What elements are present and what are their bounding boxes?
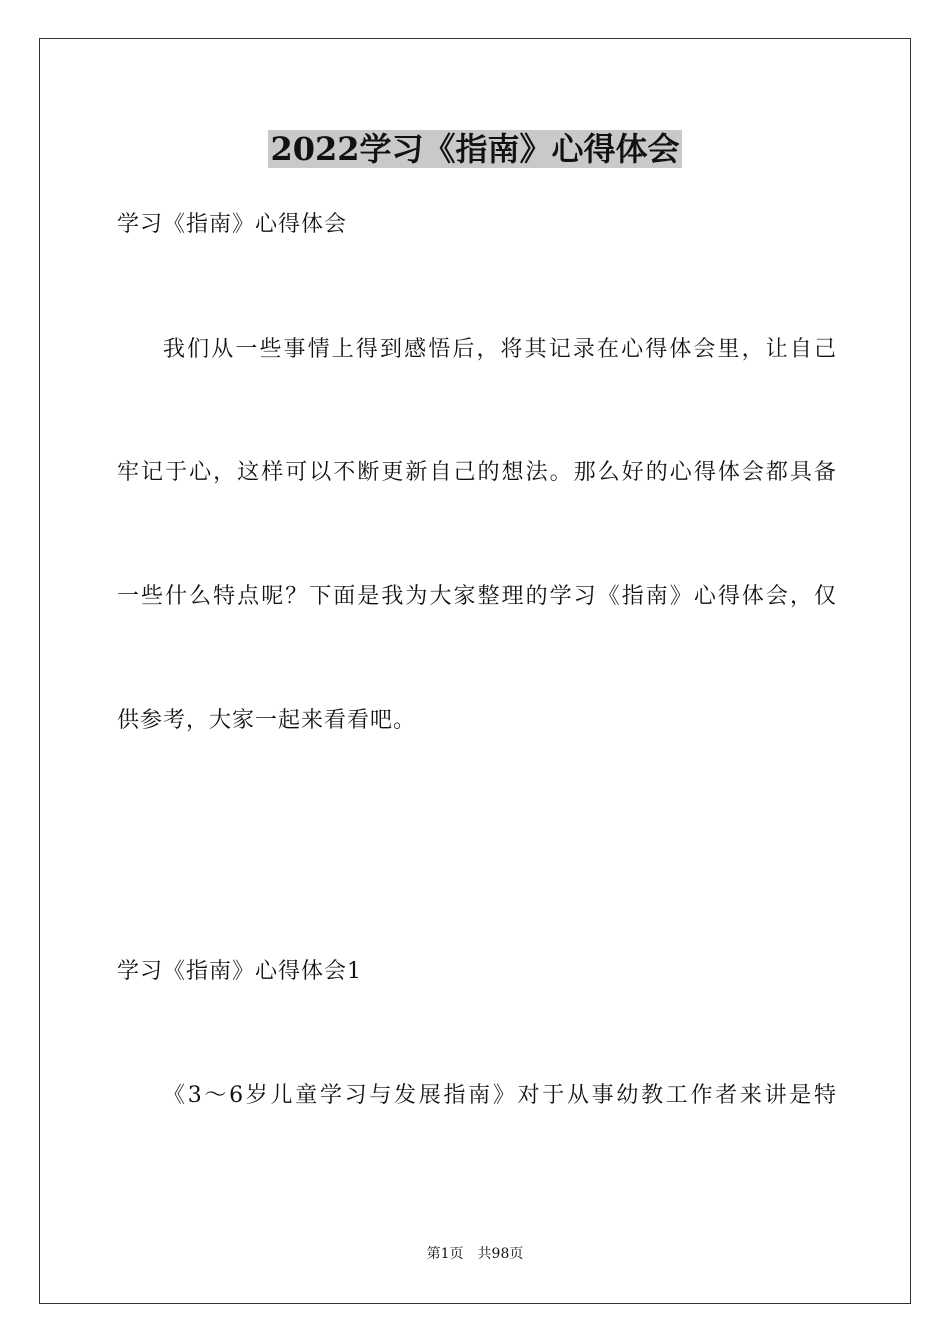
document-subtitle: 学习《指南》心得体会 (117, 212, 348, 237)
intro-line: 供参考，大家一起来看看吧。 (117, 708, 417, 733)
total-pages-label: 共98页 (477, 1246, 524, 1262)
section-heading: 学习《指南》心得体会1 (117, 959, 362, 984)
current-page-label: 第1页 (426, 1246, 464, 1262)
document-title: 2022学习《指南》心得体会 (270, 130, 680, 168)
intro-line: 一些什么特点呢？下面是我为大家整理的学习《指南》心得体会，仅 (117, 584, 837, 609)
section-line: 《3～6岁儿童学习与发展指南》对于从事幼教工作者来讲是特 (163, 1083, 837, 1108)
intro-line: 牢记于心，这样可以不断更新自己的想法。那么好的心得体会都具备 (117, 460, 837, 485)
page-footer (0, 1244, 950, 1264)
intro-line: 我们从一些事情上得到感悟后，将其记录在心得体会里，让自己 (163, 337, 837, 362)
